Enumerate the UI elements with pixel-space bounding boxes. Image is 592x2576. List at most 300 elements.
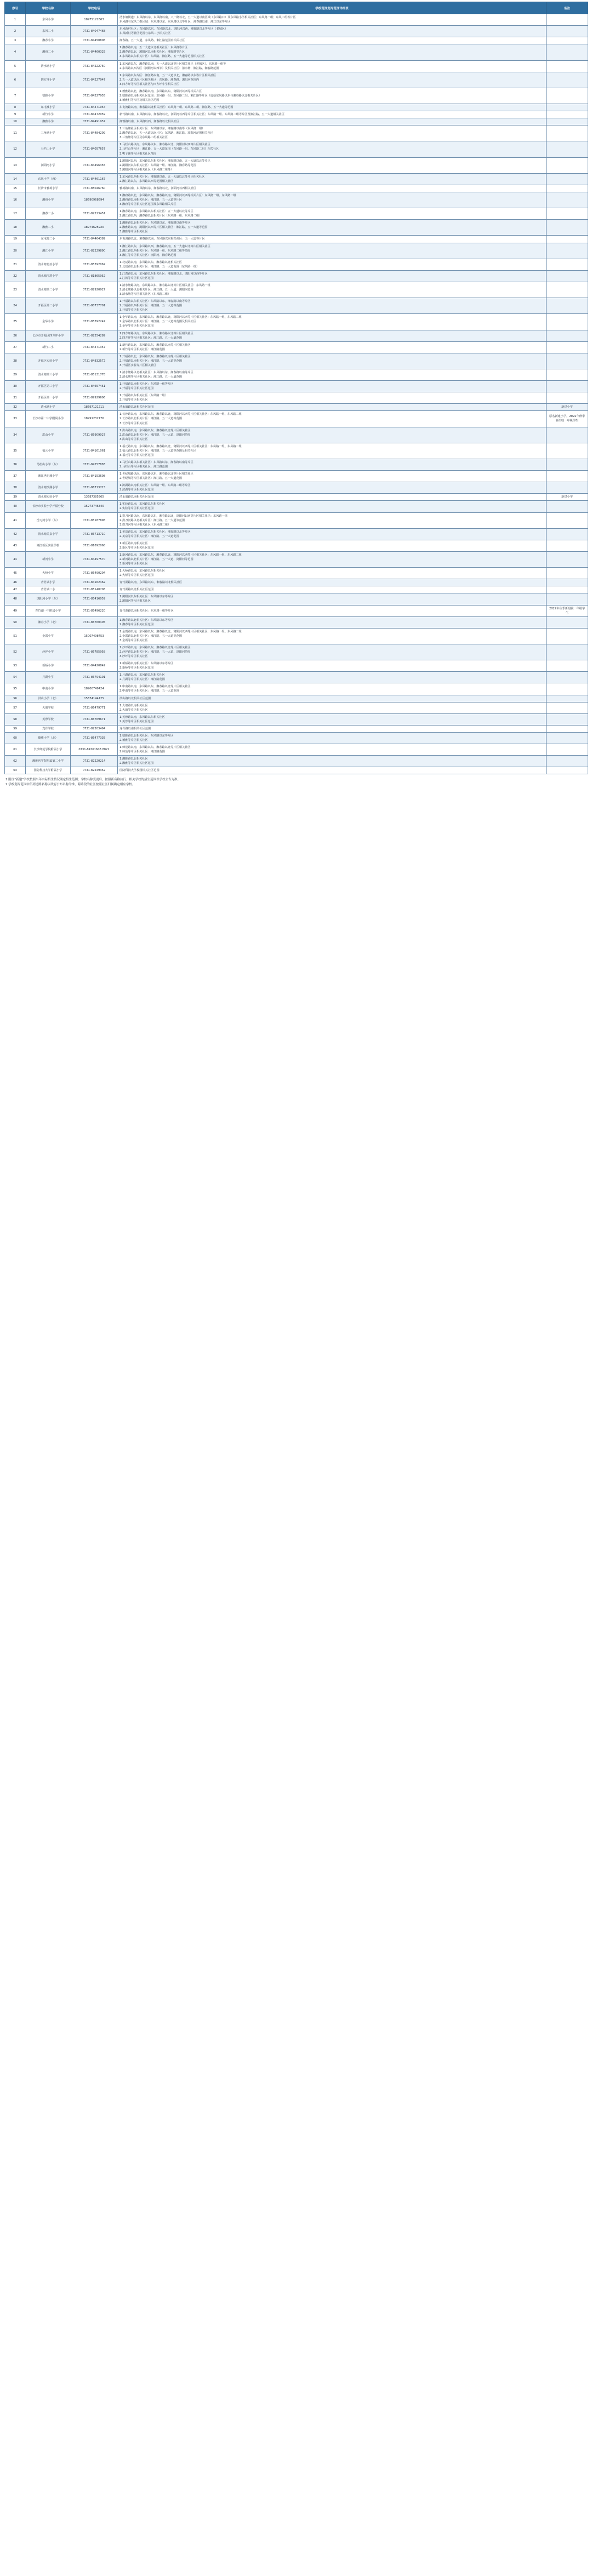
- row-number: 41: [5, 512, 26, 528]
- zoning-area-line: 2.金华路以北相关片区：湘江路、五一大道等范围及相关社区: [119, 320, 196, 324]
- row-note: [547, 586, 588, 593]
- zoning-area-line: 2.开福等片区相关社区范围: [119, 387, 154, 391]
- row-number: 3: [5, 37, 26, 44]
- table-header-row: [5, 2, 588, 14]
- table-row: [5, 259, 588, 270]
- school-name: 清水塘实验小学: [26, 494, 71, 501]
- zoning-area: [118, 88, 547, 104]
- school-phone: 0731-81865952: [71, 270, 118, 282]
- header-no: 序号: [5, 2, 26, 14]
- zoning-area: [118, 713, 547, 725]
- school-name: 青竹湖小学: [26, 579, 71, 586]
- row-note: 新建小学: [547, 494, 588, 501]
- zoning-area: [118, 411, 547, 427]
- header-school-name: 学校名称: [26, 2, 71, 14]
- zoning-area-line: 东风路与东风二组区域：东风路以东，东风路以北等片区，湘春路以南，湘江以东等片区: [119, 20, 231, 24]
- zoning-area-line: 1.新桥路以南相关社区：东风路以东等片区: [119, 662, 174, 666]
- table-row: [5, 494, 588, 501]
- school-phone: 0731-81892068: [71, 540, 118, 551]
- school-phone: 0731-85131778: [71, 369, 118, 380]
- table-row: [5, 236, 588, 243]
- school-phone: 0731-84222750: [71, 60, 118, 72]
- row-note: [547, 540, 588, 551]
- zoning-area-line: 2.长沙路以北相关片区：湘江路、五一大道等范围: [119, 417, 182, 421]
- row-note: [547, 616, 588, 628]
- zoning-area-line: 2.湘春等片区相关社区范围: [119, 622, 154, 626]
- row-number: 38: [5, 482, 26, 494]
- zoning-area-line: 3.鸭子铺等片区相关社区范围: [119, 152, 157, 156]
- zoning-area: [118, 427, 547, 443]
- zoning-area-line: 2.浏阳河等片区相关社区: [119, 599, 151, 603]
- zoning-area-line: 青竹湖路以南，东风路以东，湘春路以北相关社区: [119, 581, 183, 585]
- school-phone: 15674144125: [71, 695, 118, 702]
- zoning-area-line: 1.湘春路以北相关社区：东风路以东等片区: [119, 618, 174, 622]
- row-number: 45: [5, 568, 26, 579]
- school-name: 清水塘第二小学: [26, 282, 71, 298]
- school-phone: 0731-86477335: [71, 732, 118, 744]
- zoning-area-line: 1.湘春路以南，五一大道以北相关社区：东风路等片区: [119, 46, 188, 50]
- row-note: [547, 381, 588, 392]
- school-name: 金霞小学: [26, 628, 71, 644]
- row-note: [547, 443, 588, 459]
- school-phone: 0731-84227955: [71, 88, 118, 104]
- school-name: 湘府二小: [26, 44, 71, 60]
- row-note: [547, 660, 588, 672]
- row-number: 37: [5, 471, 26, 482]
- zoning-area: [118, 282, 547, 298]
- school-name: 东风小学（西）: [26, 173, 71, 185]
- row-number: 61: [5, 744, 26, 756]
- school-name: 三角塘小学: [26, 125, 71, 141]
- school-phone: 0731-84497570: [71, 551, 118, 567]
- table-row: [5, 111, 588, 118]
- header-phone: 学校电话: [71, 2, 118, 14]
- table-row: [5, 605, 588, 616]
- zoning-area-line: 1.大桥路以南，东风路以东相关社区: [119, 569, 165, 573]
- zoning-area: [118, 72, 547, 88]
- row-note: [547, 157, 588, 173]
- zoning-area-line: 2.大塘等片区相关社区: [119, 708, 148, 712]
- row-note: [547, 644, 588, 660]
- row-note: [547, 44, 588, 60]
- zoning-area-line: 3.三角塘等片区及东风路二组相关社区: [119, 136, 168, 140]
- zoning-area: [118, 157, 547, 173]
- table-row: [5, 185, 588, 192]
- row-note: [547, 192, 588, 208]
- footnotes: [4, 778, 588, 787]
- school-name: 开福区实验小学: [26, 353, 71, 369]
- zoning-area-line: 3.德雅村等片区及相关社区范围: [119, 98, 160, 102]
- school-phone: 0731-86713710: [71, 528, 118, 540]
- zoning-area-line: 1.师范路以南，东风路以东，湘春路以北等片区相关社区: [119, 746, 191, 749]
- zoning-area: [118, 725, 547, 732]
- zoning-area-line: 3.清水塘等片区相关社区（东风路二组）: [119, 293, 171, 296]
- zoning-area: [118, 314, 547, 330]
- row-note: [547, 482, 588, 494]
- zoning-area-line: 1.长沙路以南，东风路以东，湘春路以北，浏阳河以西等片区相关社区：东风路一组、东风路二组: [119, 413, 242, 416]
- row-number: 1: [5, 14, 26, 26]
- zoning-area-line: 1.清水塘路以南，东风路以东，湘春路以北等片区相关社区：东风路一组: [119, 283, 210, 287]
- row-note: [547, 173, 588, 185]
- row-note: [547, 104, 588, 111]
- school-phone: 0731-88737701: [71, 298, 118, 314]
- table-row: [5, 660, 588, 672]
- row-note: [547, 141, 588, 157]
- row-note: [547, 732, 588, 744]
- school-phone: 0731-84047468: [71, 26, 118, 37]
- zoning-area: [118, 259, 547, 270]
- row-number: 14: [5, 173, 26, 185]
- zoning-area: [118, 579, 547, 586]
- row-number: 59: [5, 725, 26, 732]
- school-phone: 0731-84761608 8822: [71, 744, 118, 756]
- row-note: [547, 26, 588, 37]
- zoning-area: [118, 683, 547, 695]
- school-phone: 0731-86479771: [71, 702, 118, 713]
- zoning-area-line: 1.湘雅路以北相关社区：东风路以东，湘春路以南等片区: [119, 221, 191, 225]
- school-phone: 0731-82920927: [71, 282, 118, 298]
- zoning-area-line: 3.金霞等片区相关社区: [119, 638, 148, 642]
- school-phone: 0731-84491957: [71, 118, 118, 125]
- row-number: 54: [5, 672, 26, 683]
- zoning-area: [118, 111, 547, 118]
- zoning-area-line: 2.马栏山等片区相关社区：湘江路范围: [119, 465, 168, 469]
- table-row: [5, 672, 588, 683]
- school-phone: 18974625920: [71, 220, 118, 236]
- table-row: [5, 37, 588, 44]
- zoning-area-line: 2.德雅等片区相关社区: [119, 738, 148, 742]
- zoning-area: [118, 695, 547, 702]
- zoning-area-line: 2.月湖等片区相关社区：湘江路范围: [119, 678, 165, 682]
- row-note: [547, 568, 588, 579]
- school-zoning-table: [4, 2, 588, 774]
- row-note: [547, 369, 588, 380]
- table-row: [5, 443, 588, 459]
- table-row: [5, 568, 588, 579]
- table-row: [5, 125, 588, 141]
- school-phone: 0731-84153608: [71, 471, 118, 482]
- zoning-area-line: 1.新区路以南相关社区: [119, 541, 148, 545]
- school-name: 捞刀河小学（东）: [26, 512, 71, 528]
- zoning-area-line: 2.捞刀河路以北相关片区：湘江路、五一大道等范围: [119, 518, 185, 522]
- school-phone: 0731-86785958: [71, 644, 118, 660]
- row-number: 56: [5, 695, 26, 702]
- zoning-area: [118, 341, 547, 353]
- zoning-area-line: 2.开福路以西相关片区：湘江路、五一大道等范围: [119, 304, 182, 308]
- zoning-area-line: 清水塘街道：东风路以东，东风路以南，八一路以北，五一大道以南区域（东风路口）及东风路小学相关社区；东风路一组；东风二组等片区: [119, 16, 296, 19]
- school-name: 东屯渡小学: [26, 104, 71, 111]
- row-number: 43: [5, 540, 26, 551]
- table-row: [5, 501, 588, 512]
- row-note: [547, 236, 588, 243]
- school-name: 开福区第一小学: [26, 392, 71, 404]
- zoning-area-line: 1.马栏山路以南，东风路以东，湘春路以北，浏阳河以西等片区相关社区: [119, 143, 210, 147]
- zoning-area-line: 3.开福区实验等片区相关社区: [119, 363, 157, 367]
- zoning-area: [118, 540, 547, 551]
- row-number: 4: [5, 44, 26, 60]
- school-name: 清水塘滨湖小学: [26, 482, 71, 494]
- zoning-area-line: 2.湘雅等片区相关社区范围: [119, 762, 154, 766]
- zoning-area: [118, 593, 547, 605]
- zoning-area-line: 3.新河等片区相关社区: [119, 562, 148, 566]
- row-note: [547, 72, 588, 88]
- school-name: 长沙市实验小学开福分校: [26, 501, 71, 512]
- row-number: 8: [5, 104, 26, 111]
- zoning-area-line: 3.沙坪等片区相关社区: [119, 655, 148, 659]
- zoning-area-line: 3.金华等片区相关社区范围: [119, 324, 154, 328]
- school-name: 湘雅二小: [26, 220, 71, 236]
- zoning-area-line: 国防科技大学校园相关社区范围: [119, 769, 160, 773]
- school-phone: 0731-82549352: [71, 767, 118, 774]
- row-note: [547, 744, 588, 756]
- school-name: 长沙师范学院附属小学: [26, 744, 71, 756]
- table-row: [5, 157, 588, 173]
- zoning-area-line: 1.马栏山路以东相关社区：东风路以东，湘春路以南等片区: [119, 460, 193, 464]
- row-note: [547, 37, 588, 44]
- zoning-area-line: 1.开福路以东相关社区：东风路以东，湘春路以南等片区: [119, 300, 191, 304]
- school-name: 东风小学: [26, 14, 71, 26]
- zoning-area-line: 1.滨湖路以南相关社区：东风路一组、东风路二组等片区: [119, 484, 191, 488]
- zoning-area: [118, 236, 547, 243]
- zoning-area-line: 2.金霞路以北相关片区：湘江路、五一大道等范围: [119, 634, 182, 638]
- school-phone: 18697121211: [71, 404, 118, 411]
- school-name: 清水塘美泉小学: [26, 528, 71, 540]
- table-row: [5, 411, 588, 427]
- row-number: 2: [5, 26, 26, 37]
- row-number: 22: [5, 270, 26, 282]
- school-phone: 0731-82220214: [71, 756, 118, 767]
- zoning-area-line: 1.新竹路以北，东风路以东，湘春路以南等片区相关社区: [119, 343, 191, 347]
- zoning-area-line: 东风新村等社区范围与东风二小相关社区: [119, 32, 171, 36]
- table-row: [5, 644, 588, 660]
- zoning-area-line: 2.东风路以西片区（浏阳河以西等）及相关社区：清水塘、湘江路、湘春路范围: [119, 66, 219, 70]
- zoning-area-line: 2.湘江路以西相关片区：东风路一组、东风路二组等范围: [119, 249, 191, 253]
- school-phone: 18900749424: [71, 683, 118, 695]
- zoning-area-line: 1.德雅路以北，湘春路以南，东风路以东，浏阳河以西等相关片区: [119, 89, 202, 93]
- zoning-area-line: 2.新桥等片区相关社区范围: [119, 666, 154, 670]
- zoning-area: [118, 482, 547, 494]
- zoning-area-line: 清水塘路以北相关社区范围: [119, 405, 154, 409]
- zoning-area: [118, 14, 547, 26]
- row-note: [547, 341, 588, 353]
- row-note: [547, 628, 588, 644]
- school-phone: 0731-84162462: [71, 579, 118, 586]
- row-number: 18: [5, 220, 26, 236]
- table-row: [5, 528, 588, 540]
- school-phone: 0731-82254289: [71, 330, 118, 341]
- zoning-area-line: 3.浏阳河等片区相关社区（东风路二组等）: [119, 168, 174, 172]
- row-number: 50: [5, 616, 26, 628]
- school-name: 德雅小学: [26, 88, 71, 104]
- school-name: 湘江新区实验学校: [26, 540, 71, 551]
- school-name: 德雅小学（北）: [26, 732, 71, 744]
- zoning-area-line: 1.捞刀河路以南，东风路以东，湘春路以北，浏阳河以西等片区相关社区：东风路一组: [119, 514, 227, 518]
- table-row: [5, 551, 588, 567]
- row-number: 25: [5, 314, 26, 330]
- zoning-area-line: 1.湘雅路以北相关社区: [119, 757, 148, 761]
- row-number: 46: [5, 579, 26, 586]
- zoning-area: [118, 644, 547, 660]
- row-number: 39: [5, 494, 26, 501]
- zoning-area: [118, 118, 547, 125]
- school-name: 青竹湖一中附属小学: [26, 605, 71, 616]
- table-row: [5, 725, 588, 732]
- zoning-area-line: 1.东风路以西相关片区：湘春路以南，五一大道以北等片区相关社区: [119, 175, 205, 179]
- zoning-area: [118, 756, 547, 767]
- zoning-area: [118, 60, 547, 72]
- zoning-area: [118, 192, 547, 208]
- zoning-area: [118, 660, 547, 672]
- row-number: 27: [5, 341, 26, 353]
- school-name: 新河小学: [26, 551, 71, 567]
- row-number: 53: [5, 660, 26, 672]
- school-phone: 0731-84471357: [71, 341, 118, 353]
- school-name: 大塘学校: [26, 702, 71, 713]
- table-row: [5, 118, 588, 125]
- zoning-area-line: 3.东风路以东相关片区：东风路、湘江路、五一大道等范围相关社区: [119, 55, 205, 59]
- zoning-area-line: 2.滨湖等片区相关社区范围: [119, 488, 154, 492]
- zoning-area-line: 2.福元路以北相关片区：湘江路、五一大道等范围及相关社区: [119, 449, 196, 453]
- school-name: 龙骨学校: [26, 725, 71, 732]
- row-note: [547, 14, 588, 26]
- school-name: 浏阳河小学（东）: [26, 593, 71, 605]
- row-note: [547, 459, 588, 470]
- school-phone: 0731-84461167: [71, 173, 118, 185]
- zoning-area-line: 2.江湾等片区相关社区范围: [119, 276, 154, 280]
- school-phone: 0731-84161061: [71, 443, 118, 459]
- table-row: [5, 298, 588, 314]
- zoning-area: [118, 528, 547, 540]
- table-row: [5, 282, 588, 298]
- row-note: [547, 471, 588, 482]
- school-phone: 0731-85046760: [71, 185, 118, 192]
- row-note: [547, 672, 588, 683]
- row-number: 58: [5, 713, 26, 725]
- zoning-area-line: 1.实验路以南，东风路以东相关社区: [119, 502, 165, 506]
- zoning-area-line: 3.福元等片区相关社区范围: [119, 453, 154, 457]
- table-row: [5, 208, 588, 220]
- zoning-area: [118, 494, 547, 501]
- school-name: 湘春小学（北）: [26, 616, 71, 628]
- zoning-area-line: 新竹路以南，东风路以东，湘春路以北，浏阳河以西等片区相关社区；东风路一组、东风路二组等片区及湘江路、五一大道相关社区: [119, 113, 284, 117]
- school-name: 长沙市开福区四方坪小学: [26, 330, 71, 341]
- school-phone: 18991232176: [71, 411, 118, 427]
- zoning-area: [118, 369, 547, 380]
- row-note: [547, 111, 588, 118]
- row-number: 55: [5, 683, 26, 695]
- table-row: [5, 14, 588, 26]
- table-row: [5, 404, 588, 411]
- table-row: [5, 314, 588, 330]
- row-note: [547, 60, 588, 72]
- zoning-area-line: 1.洪山路以南，东风路以东，湘春路以北等片区相关社区: [119, 429, 191, 432]
- zoning-area: [118, 173, 547, 185]
- school-phone: 0731-84227947: [71, 72, 118, 88]
- school-name: 东风二小: [26, 26, 71, 37]
- school-name: 金华小学: [26, 314, 71, 330]
- page: [4, 2, 588, 787]
- zoning-area-line: 3.四方坪等片区相关社区与四方坪小学相关社区: [119, 82, 179, 86]
- zoning-area: [118, 392, 547, 404]
- table-row: [5, 369, 588, 380]
- school-phone: 0731-82223451: [71, 208, 118, 220]
- zoning-area: [118, 672, 547, 683]
- school-phone: 13687385565: [71, 494, 118, 501]
- row-note: [547, 695, 588, 702]
- row-note: [547, 725, 588, 732]
- school-name: 清水塘小学: [26, 60, 71, 72]
- zoning-area: [118, 512, 547, 528]
- school-phone: 0731-84484209: [71, 125, 118, 141]
- row-note: [547, 118, 588, 125]
- row-number: 5: [5, 60, 26, 72]
- footnote-1: 1.附注“新建”学校按照当年实际招生情况确定招生范围；学校名称变更后，按照新名称执行；相关学校的招生范围以学校公告为准。: [5, 778, 180, 782]
- school-name: 沙坪小学: [26, 644, 71, 660]
- school-phone: 0731-84496355: [71, 157, 118, 173]
- school-name: 开福区第二小学: [26, 298, 71, 314]
- row-note: [547, 270, 588, 282]
- zoning-area-line: 2.清水塘路以北相关片区：湘江路、五一大道、浏阳河范围: [119, 288, 193, 292]
- zoning-area: [118, 220, 547, 236]
- row-note: 2022年秋季新招收一年级学生: [547, 605, 588, 616]
- table-row: [5, 243, 588, 259]
- zoning-area-line: 东屯渡路以北，湘春路以南，东风路以东相关社区：五一大道等片区: [119, 237, 205, 241]
- school-name: 芙蓉学校: [26, 713, 71, 725]
- zoning-area-line: 青竹湖路以南相关社区：东风路一组等片区: [119, 609, 174, 613]
- row-number: 7: [5, 88, 26, 104]
- row-number: 13: [5, 157, 26, 173]
- zoning-area-line: 2.湘府路以南相关社区：湘江路、五一大道等片区: [119, 198, 182, 202]
- row-number: 42: [5, 528, 26, 540]
- row-number: 34: [5, 427, 26, 443]
- row-number: 35: [5, 443, 26, 459]
- table-row: [5, 482, 588, 494]
- table-row: [5, 141, 588, 157]
- table-row: [5, 586, 588, 593]
- table-row: [5, 44, 588, 60]
- zoning-area: [118, 443, 547, 459]
- zoning-area-line: 2.沙坪路以北相关片区：湘江路、五一大道、浏阳河范围: [119, 650, 191, 654]
- table-row: [5, 60, 588, 72]
- row-number: 9: [5, 111, 26, 118]
- zoning-area: [118, 208, 547, 220]
- zoning-area: [118, 459, 547, 470]
- row-note: [547, 208, 588, 220]
- zoning-area: [118, 37, 547, 44]
- table-row: [5, 512, 588, 528]
- row-number: 32: [5, 404, 26, 411]
- school-name: 清水塘第三小学: [26, 369, 71, 380]
- zoning-area: [118, 270, 547, 282]
- zoning-area-line: 洪山路以北相关社区范围: [119, 696, 151, 700]
- school-name: 福元小学: [26, 443, 71, 459]
- row-number: 10: [5, 118, 26, 125]
- row-note: [547, 713, 588, 725]
- row-number: 40: [5, 501, 26, 512]
- zoning-area: [118, 44, 547, 60]
- row-number: 44: [5, 551, 26, 567]
- school-phone: 0731-82229890: [71, 243, 118, 259]
- zoning-area: [118, 471, 547, 482]
- row-number: 49: [5, 605, 26, 616]
- zoning-area: [118, 568, 547, 579]
- zoning-area: [118, 744, 547, 756]
- zoning-area: [118, 628, 547, 644]
- school-phone: 0731-85392247: [71, 314, 118, 330]
- zoning-area: [118, 243, 547, 259]
- zoning-area-line: 1.沙坪路以南，东风路以东，湘春路以北等片区相关社区: [119, 646, 191, 649]
- zoning-area-line: 1.福元路以南，东风路以东，湘春路以北，浏阳河以西等片区相关社区：东风路一组、东风路二组: [119, 444, 242, 448]
